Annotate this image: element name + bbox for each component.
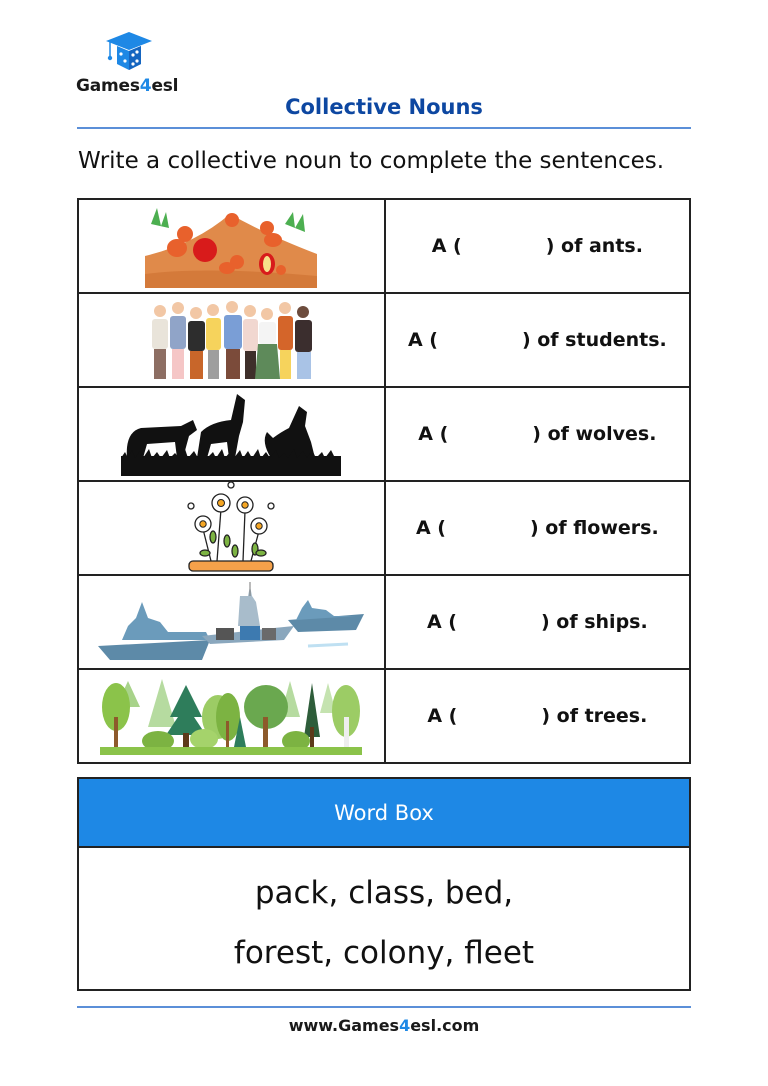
sentence-cell: A ( ) of ships. (385, 575, 690, 669)
table-row (78, 199, 690, 293)
word-box-line: forest, colony, fleet (233, 935, 535, 971)
footer-divider (77, 1006, 691, 1008)
table-row (78, 293, 690, 387)
students-illustration (78, 293, 385, 387)
sentence-cell: A ( ) of ants. (385, 199, 690, 293)
games4esl-logo (76, 30, 186, 100)
table-row (78, 669, 690, 763)
exercise-table (77, 198, 691, 764)
wolves-illustration (78, 387, 385, 481)
table-row (78, 575, 690, 669)
table-row (78, 387, 690, 481)
graduation-cap-dice-icon (104, 30, 154, 72)
forest-illustration (78, 669, 385, 763)
table-row (78, 481, 690, 575)
logo-text: Games4esl (76, 76, 179, 96)
sentence-cell: A ( ) of students. (385, 293, 690, 387)
page-title: Collective Nouns (285, 95, 483, 119)
title-divider (77, 127, 691, 129)
flowers-illustration (78, 481, 385, 575)
ships-illustration (78, 575, 385, 669)
ants-illustration (78, 199, 385, 293)
footer-url[interactable]: www.Games4esl.com (288, 1016, 480, 1035)
instruction-text: Write a collective noun to complete the sentences. (78, 148, 665, 174)
word-box (77, 777, 691, 991)
sentence-cell: A ( ) of flowers. (385, 481, 690, 575)
word-box-body (79, 848, 689, 988)
word-box-line: pack, class, bed, (254, 875, 514, 911)
word-box-title: Word Box (79, 779, 689, 848)
sentence-cell: A ( ) of wolves. (385, 387, 690, 481)
sentence-cell: A ( ) of trees. (385, 669, 690, 763)
